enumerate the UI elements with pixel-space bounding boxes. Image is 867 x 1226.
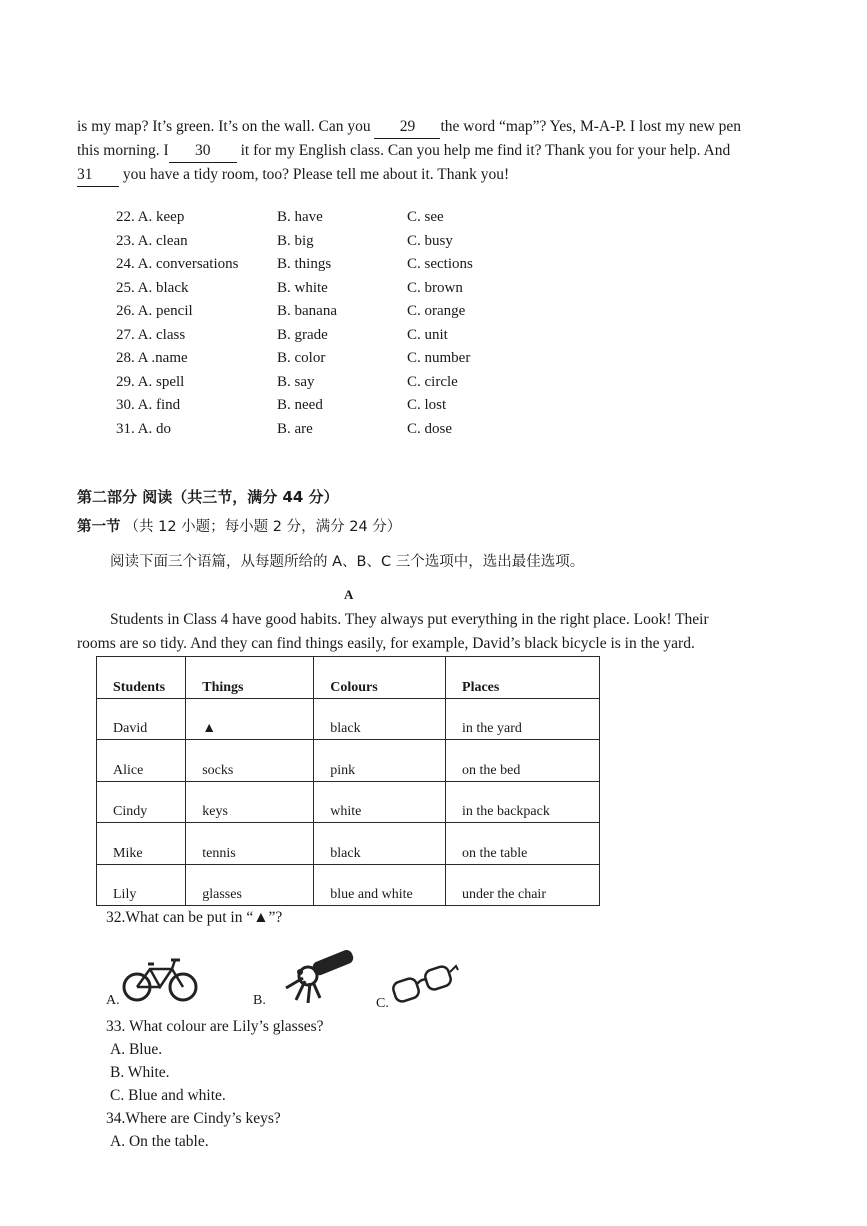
option-b: B. grade <box>277 326 328 343</box>
option-b: B. big <box>277 232 314 249</box>
table-cell: pink <box>314 740 446 782</box>
blank-29: 29 <box>374 115 440 139</box>
option-a: 26. A. pencil <box>116 303 193 319</box>
table-cell: on the table <box>446 823 600 865</box>
questions-block <box>106 1015 324 1153</box>
q33-option-c: C. Blue and white. <box>110 1087 226 1104</box>
option-c: C. lost <box>407 397 447 413</box>
table-row <box>97 698 600 740</box>
q32-option-b-label: B. <box>253 993 266 1008</box>
option-b: B. are <box>277 420 313 437</box>
question-32: 32.What can be put in “▲”? <box>106 909 283 926</box>
table-cell: socks <box>186 740 314 782</box>
passage-line-3: 31 you have a tidy room, too? Please tell me about it. Thank you! <box>77 163 797 187</box>
table-cell: Lily <box>97 864 186 906</box>
column-header: Things <box>186 657 314 699</box>
table-cell: on the bed <box>446 740 600 782</box>
section1-heading <box>77 515 401 536</box>
option-b: B. color <box>277 350 326 366</box>
q33-option-a: A. Blue. <box>110 1041 163 1058</box>
table-cell: tennis <box>186 823 314 865</box>
table-cell: Cindy <box>97 781 186 823</box>
table-row <box>97 823 600 865</box>
table-cell: in the backpack <box>446 781 600 823</box>
triangle-placeholder: ▲ <box>186 698 314 740</box>
option-a: 27. A. class <box>116 326 186 343</box>
q32-option-c-label: C. <box>376 996 389 1011</box>
reading-intro <box>77 608 797 656</box>
option-b: B. say <box>277 373 315 390</box>
passage-line-1: is my map? It’s green. It’s on the wall. Can you 29 the word “map”? Yes, M-A-P. I lost my new pen <box>77 115 797 139</box>
habits-table <box>96 656 600 906</box>
option-b: B. need <box>277 397 323 413</box>
passage-letter: A <box>344 587 354 602</box>
passage-line-2: this morning. I 30 it for my English class. Can you help me find it? Thank you for your help. And <box>77 139 797 163</box>
section1-desc: （共 12 小题；每小题 2 分，满分 24 分） <box>124 519 402 535</box>
table-cell: black <box>314 698 446 740</box>
table-row <box>97 781 600 823</box>
q34-option-a: A. On the table. <box>110 1133 209 1150</box>
table-row <box>97 740 600 782</box>
option-a: 23. A. clean <box>116 232 188 249</box>
option-b: B. things <box>277 256 332 272</box>
glasses-icon <box>390 960 462 1008</box>
table-cell: Mike <box>97 823 186 865</box>
table-cell: under the chair <box>446 864 600 906</box>
option-b: B. have <box>277 209 323 225</box>
option-c: C. unit <box>407 326 448 343</box>
option-c: C. brown <box>407 279 463 296</box>
table-cell: blue and white <box>314 864 446 906</box>
table-cell: black <box>314 823 446 865</box>
q32-option-a-label: A. <box>106 993 120 1008</box>
table-cell: David <box>97 698 186 740</box>
part2-title: 第二部分 阅读（共三节，满分 44 分） <box>77 488 339 506</box>
option-b: B. banana <box>277 303 337 319</box>
option-c: C. number <box>407 350 471 366</box>
option-c: C. dose <box>407 420 452 437</box>
blank-30: 30 <box>169 139 237 163</box>
column-header: Students <box>97 657 186 699</box>
table-row <box>97 864 600 906</box>
q33-option-b: B. White. <box>110 1064 170 1081</box>
option-c: C. see <box>407 209 444 225</box>
option-c: C. orange <box>407 303 466 319</box>
column-header: Colours <box>314 657 446 699</box>
table-cell: white <box>314 781 446 823</box>
keys-icon <box>272 948 362 1008</box>
option-a: 24. A. conversations <box>116 256 239 272</box>
passage <box>77 115 797 187</box>
intro-line-2: rooms are so tidy. And they can find things easily, for example, David’s black bicycle is in the yard. <box>77 635 695 652</box>
bicycle-icon <box>120 952 200 1004</box>
table-cell: Alice <box>97 740 186 782</box>
option-c: C. circle <box>407 373 458 390</box>
option-a: 25. A. black <box>116 279 189 296</box>
instruction: 阅读下面三个语篇，从每题所给的 A、B、C 三个选项中，选出最佳选项。 <box>110 554 585 570</box>
option-a: 31. A. do <box>116 420 172 437</box>
option-a: 28. A .name <box>116 350 188 366</box>
option-a: 29. A. spell <box>116 373 185 390</box>
intro-line-1: Students in Class 4 have good habits. They always put everything in the right place. Look! Their <box>110 611 709 628</box>
table-cell: in the yard <box>446 698 600 740</box>
option-a: 22. A. keep <box>116 209 185 225</box>
question-34: 34.Where are Cindy’s keys? <box>106 1110 281 1127</box>
table-cell: keys <box>186 781 314 823</box>
section1-label: 第一节 <box>77 519 121 535</box>
table-header-row <box>97 657 600 699</box>
option-a: 30. A. find <box>116 397 181 413</box>
option-b: B. white <box>277 279 328 296</box>
table-cell: glasses <box>186 864 314 906</box>
blank-31: 31 <box>77 163 119 187</box>
option-c: C. sections <box>407 256 473 272</box>
question-33: 33. What colour are Lily’s glasses? <box>106 1018 324 1035</box>
option-c: C. busy <box>407 232 453 249</box>
column-header: Places <box>446 657 600 699</box>
